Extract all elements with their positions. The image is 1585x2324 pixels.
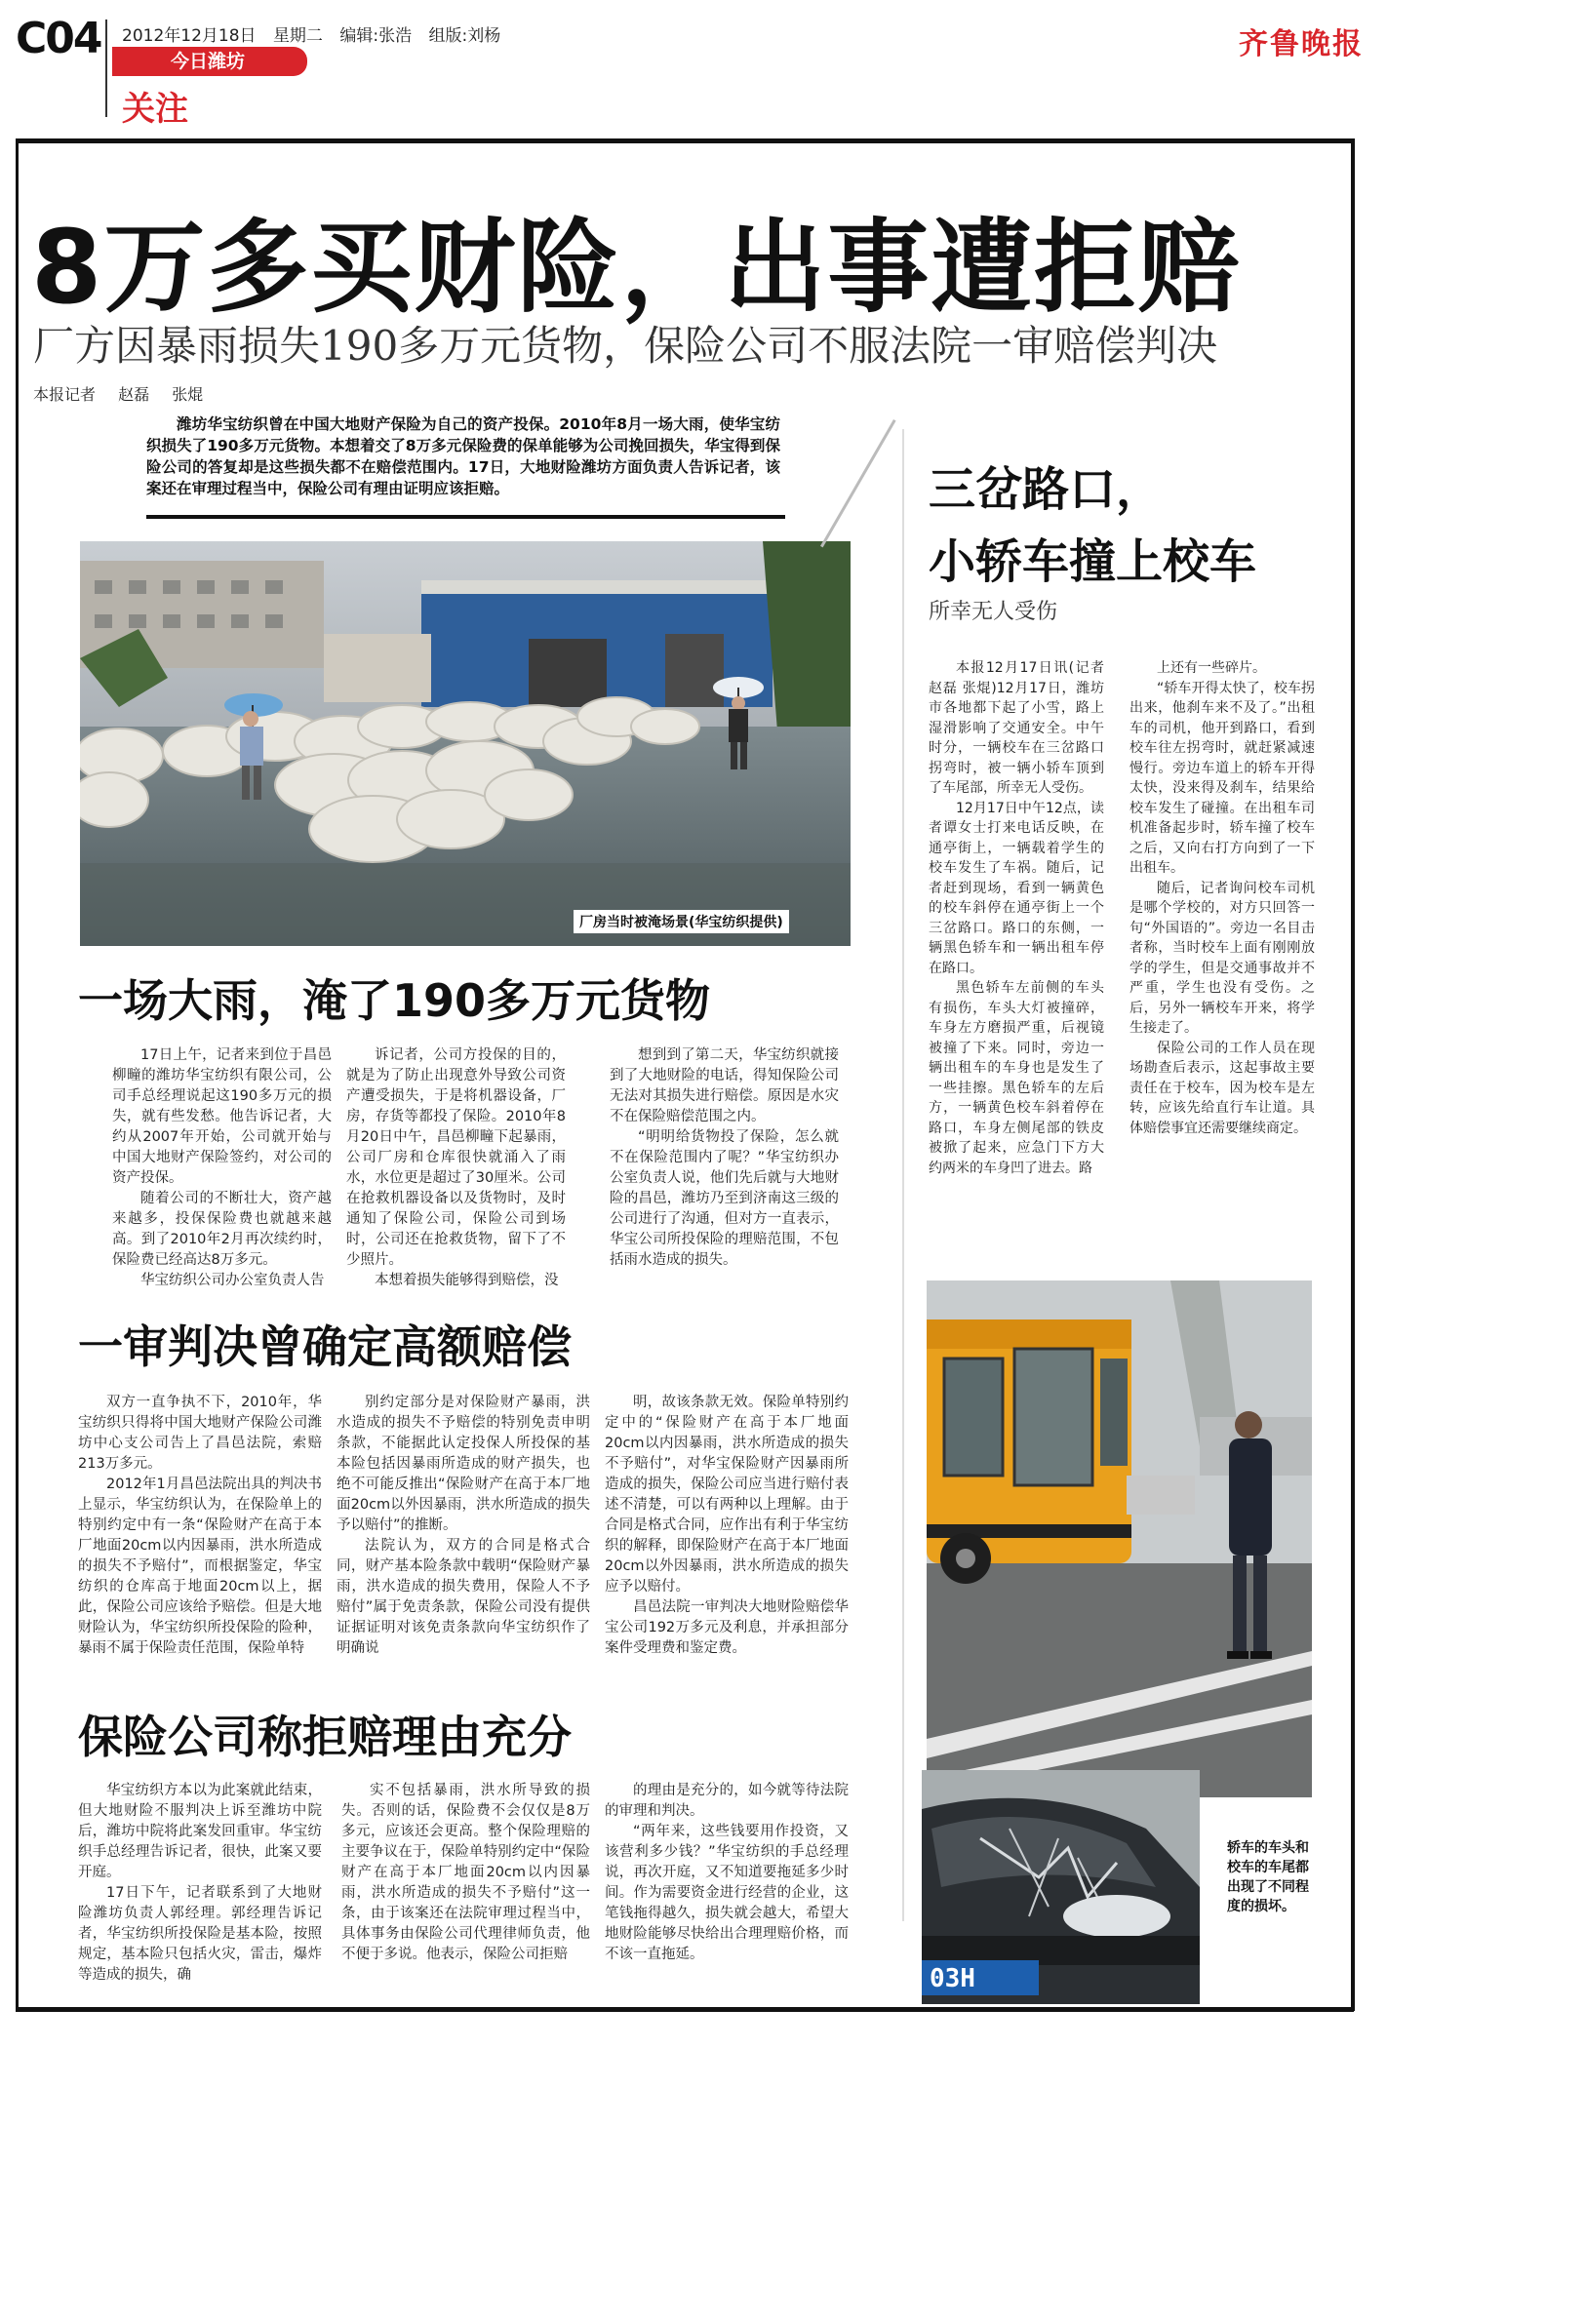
paragraph: 上还有一些碎片。 (1157, 660, 1266, 676)
paragraph: 实不包括暴雨，洪水所导致的损失。否则的话，保险费不会仅仅是8万多元，应该还会更高。整个保险理赔的主要争议在于，保险单特别约定中“保险财产在高于本厂地面20cm以内因暴雨，洪水所造成的损失不予赔付”这一条，由于该案还在法院审理过程当中，具体事务由保险公司代理律师负责，他不便于多说。他表示，保险公司拒赔 (341, 1783, 590, 1962)
paragraph: “两年来，这些钱要用作投资，又该营利多少钱？”华宝纺织的手总经理说，再次开庭，又不知道要拖延多少时间。作为需要资金进行经营的企业，这笔钱拖得越久，损失就会越大，希望大地财险能够尽快给出合理理赔价格，而不该一直拖延。 (605, 1824, 849, 1962)
sidebar-subtitle: 所幸无人受伤 (929, 600, 1058, 624)
paragraph: 双方一直争执不下，2010年，华宝纺织只得将中国大地财产保险公司潍坊中心支公司告上了昌邑法院，索赔213万多元。 (78, 1395, 322, 1472)
sidebar-headline (929, 453, 1256, 598)
section-tab: 今日潍坊 (112, 47, 307, 76)
paragraph: 华宝纺织方本以为此案就此结束，但大地财险不服判决上诉至潍坊中院后，潍坊中院将此案发回重审。华宝纺织手总经理告诉记者，很快，此案又要开庭。 (78, 1783, 322, 1880)
car-photo-caption: 轿车的车头和校车的车尾都出现了不同程度的损坏。 (1227, 1840, 1309, 1914)
article-column (341, 1781, 590, 1965)
byline-label: 本报记者 (33, 385, 97, 404)
license-plate-text: 03H (930, 1964, 975, 1993)
article-column (605, 1393, 849, 1659)
layout-credit: 组版:刘杨 (428, 26, 501, 46)
issue-date: 2012年12月18日 (122, 26, 257, 46)
paragraph: 华宝纺织公司办公室负责人告 (140, 1273, 325, 1288)
byline-name: 赵磊 (118, 385, 150, 404)
paragraph: 黑色轿车左前侧的车头有损伤，车头大灯被撞碎，车身左方磨损严重，后视镜被撞了下来。同时，旁边一辆出租车的车身也是发生了一些挂擦。黑色轿车的左后方，一辆黄色校车斜着停在路口，车身左侧尾部的铁皮被掀了起来，应急门下方大约两米的车身凹了进去。路 (929, 980, 1104, 1176)
paragraph: 17日下午，记者联系到了大地财险潍坊负责人郭经理。郭经理告诉记者，华宝纺织所投保险是基本险，按照规定，基本险只包括火灾，雷击，爆炸等造成的损失，确 (78, 1885, 322, 1983)
article-column (346, 1045, 566, 1291)
flood-photo-caption: 厂房当时被淹场景(华宝纺织提供) (574, 910, 789, 933)
paragraph: 诉记者，公司方投保的目的，就是为了防止出现意外导致公司资产遭受损失，于是将机器设备，厂房，存货等都投了保险。2010年8月20日中午，昌邑柳疃下起暴雨，公司厂房和仓库很快就涌入了雨水，水位更是超过了30厘米。公司在抢救机器设备以及货物时，及时通知了保险公司，保险公司到场时，公司还在抢救货物，留下了不少照片。 (346, 1047, 566, 1268)
paragraph: 昌邑法院一审判决大地财险赔偿华宝公司192万多元及利息，并承担部分案件受理费和鉴定费。 (605, 1599, 849, 1656)
paragraph: 本想着损失能够得到赔偿，没 (375, 1273, 559, 1288)
paragraph: 2012年1月昌邑法院出具的判决书上显示，华宝纺织认为，在保险单上的特别约定中有一条“保险财产在高于本厂地面20cm以内因暴雨，洪水所造成的损失不予赔付”，而根据鉴定，华宝纺织的仓库高于地面20cm以上，据此，保险公司应该给予赔偿。但是大地财险认为，华宝纺织所投保险的险种，暴雨不属于保险责任范围，保险单特 (78, 1477, 322, 1656)
masthead-logo: 齐鲁晚报 (1239, 27, 1364, 61)
sidebar-column (1129, 658, 1315, 1138)
paragraph: 随着公司的不断壮大，资产越来越多，投保保险费也就越来越高。到了2010年2月再次续约时，保险费已经高达8万多元。 (112, 1191, 332, 1268)
paragraph: 12月17日中午12点，读者谭女士打来电话反映，在通亭街上，一辆载着学生的校车发生了车祸。随后，记者赶到现场，看到一辆黄色的校车斜停在通亭街上一个三岔路口。路口的东侧，一辆黑色轿车和一辆出租车停在路口。 (929, 800, 1104, 976)
flood-photo (80, 541, 851, 946)
article-column (112, 1045, 332, 1291)
school-bus-photo (927, 1280, 1312, 1797)
car-damage-illustration (922, 1770, 1200, 2004)
paragraph: “明明给货物投了保险，怎么就不在保险范围内了呢？”华宝纺织办公室负责人说，他们先后就与大地财险的昌邑，潍坊乃至到济南这三级的公司进行了沟通，但对方一直表示，华宝公司所投保险的理赔范围，不包括雨水造成的损失。 (610, 1129, 839, 1268)
section-title: 保险公司称拒赔理由充分 (78, 1711, 572, 1763)
article-column (605, 1781, 849, 1965)
bottom-rule (16, 2007, 1354, 2012)
editor-credit: 编辑:张浩 (339, 26, 413, 46)
paragraph: 明，故该条款无效。保险单特别约定中的“保险财产在高于本厂地面20cm以内因暴雨，洪水所造成的损失不予赔付”，对华宝保险财产因暴雨所造成的损失，保险公司应当进行赔付表述不清楚，可以有两种以上理解。由于合同是格式合同，应作出有利于华宝纺织的解释，即保险财产在高于本厂地面20cm以外因暴雨，洪水所造成的损失应予以赔付。 (605, 1395, 849, 1595)
paragraph: 的理由是充分的，如今就等待法院的审理和判决。 (605, 1783, 849, 1819)
page-number: C04 (16, 14, 101, 63)
column-title: 关注 (122, 90, 188, 129)
paragraph: 本报12月17日讯(记者 赵磊 张焜)12月17日，潍坊市各地都下起了小雪，路上湿滑影响了交通安全。中午时分，一辆校车在三岔路口拐弯时，被一辆小轿车顶到了车尾部，所幸无人受伤。 (929, 660, 1104, 796)
paragraph: 17日上午，记者来到位于昌邑柳疃的潍坊华宝纺织有限公司，公司手总经理说起这190多万元的损失，就有些发愁。他告诉记者，大约从2007年开始，公司就开始与中国大地财产保险签约，对公司的资产投保。 (112, 1047, 332, 1186)
top-rule (16, 138, 1354, 143)
school-bus-illustration (927, 1280, 1312, 1797)
paragraph: 想到到了第二天，华宝纺织就接到了大地财险的电话，得知保险公司无法对其损失进行赔偿。原因是水灾不在保险赔偿范围之内。 (610, 1047, 839, 1124)
issue-weekday: 星期二 (272, 26, 323, 46)
article-column (78, 1781, 322, 1986)
sidebar-divider (902, 429, 904, 1921)
main-headline: 8万多买财险，出事遭拒赔 (31, 208, 1242, 327)
paragraph: 随后，记者询问校车司机是哪个学校的，对方只回答一句“外国语的”。旁边一名目击者称，当时校车上面有刚刚放学的学生，但是交通事故并不严重，学生也没有受伤。之后，另外一辆校车开来，将学生接走了。 (1129, 880, 1315, 1036)
header-divider (105, 20, 107, 117)
section-title: 一审判决曾确定高额赔偿 (78, 1320, 572, 1373)
sidebar-headline-line: 三岔路口， (929, 462, 1164, 517)
paragraph: 保险公司的工作人员在现场勘查后表示，这起事故主要责任在于校车，因为校车是左转，应该先给直行车让道。具体赔偿事宜还需要继续商定。 (1129, 1040, 1315, 1136)
right-frame-rule (1351, 138, 1355, 2011)
byline-name: 张焜 (172, 385, 204, 404)
lead-paragraph: 潍坊华宝纺织曾在中国大地财产保险为自己的资产投保。2010年8月一场大雨，使华宝纺织损失了190多万元货物。本想着交了8万多元保险费的保单能够为公司挽回损失，华宝得到保险公司的答复却是这些损失都不在赔偿范围内。17日，大地财险潍坊方面负责人告诉记者，该案还在审理过程当中，保险公司有理由证明应该拒赔。 (146, 415, 780, 497)
article-column (78, 1393, 322, 1659)
sidebar-slash (820, 419, 896, 547)
sub-headline: 厂方因暴雨损失190多万元货物，保险公司不服法院一审赔偿判决 (33, 322, 1218, 370)
header-meta (122, 21, 512, 46)
section-title: 一场大雨，淹了190多万元货物 (78, 974, 711, 1027)
lead-rule (146, 515, 785, 519)
paragraph: 法院认为，双方的合同是格式合同，财产基本险条款中载明“保险财产暴雨，洪水造成的损失费用，保险人不予赔付”属于免责条款，保险公司没有提供证据证明对该免责条款向华宝纺织作了明确说 (337, 1538, 590, 1656)
paragraph: 别约定部分是对保险财产暴雨，洪水造成的损失不予赔偿的特别免责申明条款，不能据此认定投保人所投保的基本险包括因暴雨所造成的财产损失，也绝不可能反推出“保险财产在高于本厂地面20cm以外因暴雨，洪水所造成的损失予以赔付”的推断。 (337, 1395, 590, 1533)
car-damage-photo (922, 1770, 1200, 2004)
sidebar-headline-line: 小轿车撞上校车 (929, 534, 1257, 589)
article-column (610, 1045, 839, 1271)
article-column (337, 1393, 590, 1659)
paragraph: “轿车开得太快了，校车拐出来，他刹车来不及了。”出租车的司机，他开到路口，看到校车往左拐弯时，就赶紧减速慢行。旁边车道上的轿车开得太快，没来得及刹车，结果给校车发生了碰撞。在出租车司机准备起步时，轿车撞了校车之后，又向右打方向到了一下出租车。 (1129, 680, 1315, 876)
byline (33, 382, 220, 405)
flood-photo-illustration (80, 541, 851, 946)
left-frame-rule (16, 138, 19, 2011)
sidebar-column (929, 658, 1104, 1178)
